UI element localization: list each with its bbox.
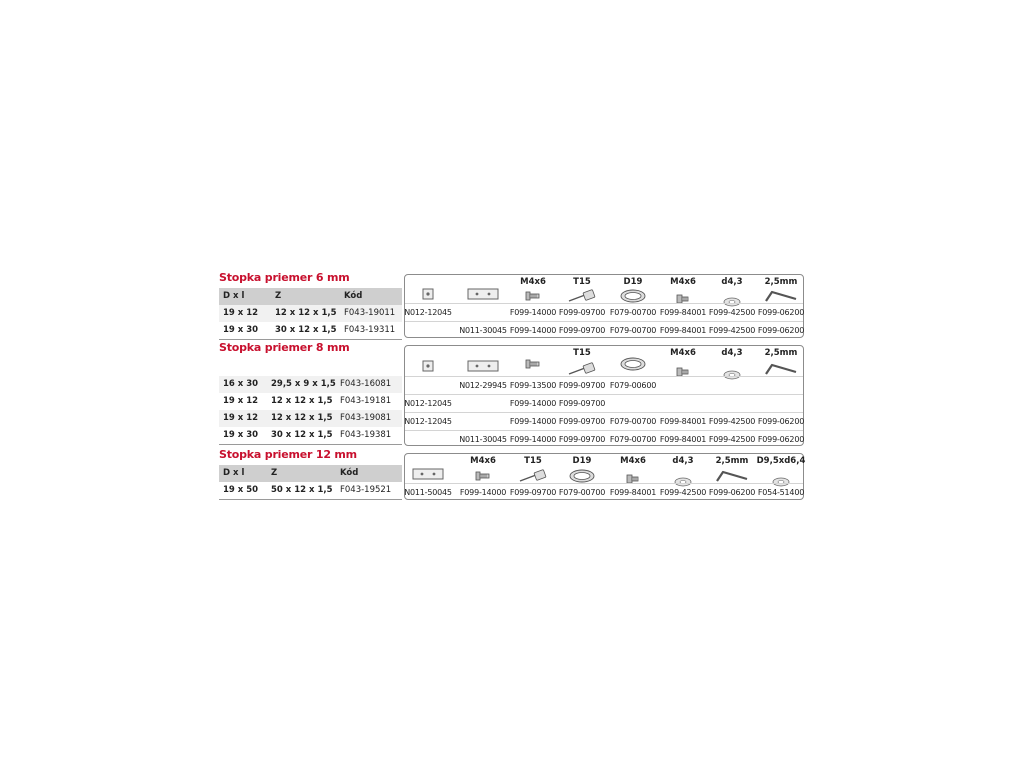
table-row [219, 376, 402, 393]
part-code: F099-09700 [509, 488, 557, 497]
spec-table [219, 358, 402, 445]
part-code: F099-06200 [757, 417, 805, 426]
bearing-ring-icon [620, 356, 646, 375]
table-row [405, 376, 803, 394]
header-z: Z [275, 291, 282, 301]
cell-code: F043-19081 [340, 413, 392, 423]
section-title: Stopka priemer 12 mm [219, 448, 357, 461]
part-code: F099-14000 [509, 308, 557, 317]
icon-label: d4,3 [721, 348, 743, 358]
parts-panel [404, 345, 804, 446]
part-code: F099-06200 [757, 435, 805, 444]
square-insert-icon [422, 285, 434, 304]
icon-label: 2,5mm [715, 456, 749, 466]
part-code: F079-00700 [609, 326, 657, 335]
table-row [405, 321, 803, 339]
rect-insert-icon [467, 357, 499, 376]
table-row [405, 394, 803, 412]
icon-label: M4x6 [670, 277, 696, 287]
icon-label: M4x6 [470, 456, 496, 466]
part-code: F099-06200 [757, 326, 805, 335]
spec-table-header [219, 288, 402, 305]
cell-dl: 16 x 30 [223, 379, 259, 389]
part-code: F079-00600 [609, 381, 657, 390]
part-code: F099-14000 [509, 326, 557, 335]
parts-rows [405, 303, 803, 339]
icon-label: D19 [572, 456, 592, 466]
icon-label: T15 [524, 456, 542, 466]
parts-panel [404, 274, 804, 338]
cell-code: F043-19521 [340, 485, 392, 495]
table-row [405, 303, 803, 321]
cell-z: 50 x 12 x 1,5 [271, 485, 333, 495]
part-code: F099-13500 [509, 381, 557, 390]
part-code: F099-84001 [659, 326, 707, 335]
part-code: F054-51400 [757, 488, 805, 497]
part-code: N012-12045 [404, 417, 452, 426]
spec-table-header [219, 465, 402, 482]
parts-panel [404, 453, 804, 500]
part-code: F099-09700 [558, 326, 606, 335]
header-code: Kód [344, 291, 363, 301]
icon-label: d4,3 [672, 456, 694, 466]
cell-code: F043-16081 [340, 379, 392, 389]
table-row [219, 482, 402, 500]
icon-label: T15 [573, 277, 591, 287]
header-z: Z [271, 468, 278, 478]
parts-rows [405, 483, 803, 501]
part-code: F079-00700 [558, 488, 606, 497]
table-row [219, 410, 402, 427]
part-code: F099-42500 [708, 326, 756, 335]
part-code: F099-14000 [459, 488, 507, 497]
icon-label: D19 [623, 277, 643, 287]
table-row [219, 393, 402, 410]
icon-row [405, 275, 803, 303]
cell-z: 30 x 12 x 1,5 [275, 325, 337, 335]
part-code: N011-30045 [459, 326, 507, 335]
icon-row [405, 346, 803, 376]
spec-table-header [219, 358, 402, 376]
part-code: F099-42500 [708, 308, 756, 317]
cell-code: F043-19181 [340, 396, 392, 406]
table-row [219, 427, 402, 445]
cell-code: F043-19011 [344, 308, 396, 318]
table-row [219, 305, 402, 322]
rect-insert-icon [467, 285, 499, 304]
part-code: F079-00700 [609, 308, 657, 317]
part-code: F099-84001 [659, 308, 707, 317]
cell-dl: 19 x 30 [223, 430, 259, 440]
part-code: N012-12045 [404, 399, 452, 408]
cell-z: 12 x 12 x 1,5 [275, 308, 337, 318]
header-code: Kód [340, 468, 359, 478]
icon-label: M4x6 [520, 277, 546, 287]
cell-dl: 19 x 30 [223, 325, 259, 335]
section-title: Stopka priemer 8 mm [219, 341, 350, 354]
icon-label: 2,5mm [764, 348, 798, 358]
table-row [405, 483, 803, 501]
icon-label: D9,5xd6,4 [756, 456, 806, 466]
part-code: F099-09700 [558, 399, 606, 408]
cell-dl: 19 x 12 [223, 413, 259, 423]
cell-z: 12 x 12 x 1,5 [271, 413, 333, 423]
part-code: F099-06200 [757, 308, 805, 317]
icon-label: M4x6 [620, 456, 646, 466]
cell-z: 29,5 x 9 x 1,5 [271, 379, 336, 389]
part-code: F099-14000 [509, 399, 557, 408]
icon-label: T15 [573, 348, 591, 358]
part-code: F099-84001 [659, 435, 707, 444]
part-code: F099-09700 [558, 435, 606, 444]
table-row [405, 412, 803, 430]
spec-table [219, 288, 402, 340]
part-code: F099-14000 [509, 417, 557, 426]
icon-label: 2,5mm [764, 277, 798, 287]
part-code: N012-12045 [404, 308, 452, 317]
screw-icon [525, 356, 541, 375]
cell-dl: 19 x 12 [223, 396, 259, 406]
icon-row [405, 454, 806, 483]
part-code: N012-29945 [459, 381, 507, 390]
cell-z: 30 x 12 x 1,5 [271, 430, 333, 440]
part-code: F099-06200 [708, 488, 756, 497]
rect-insert-icon [412, 465, 444, 484]
part-code: F099-42500 [708, 435, 756, 444]
cell-code: F043-19381 [340, 430, 392, 440]
part-code: F099-14000 [509, 435, 557, 444]
cell-dl: 19 x 12 [223, 308, 259, 318]
section-title: Stopka priemer 6 mm [219, 271, 350, 284]
parts-rows [405, 376, 803, 448]
header-dl: D x l [223, 468, 245, 478]
cell-code: F043-19311 [344, 325, 396, 335]
part-code: F099-42500 [708, 417, 756, 426]
part-code: F099-09700 [558, 417, 606, 426]
icon-label: d4,3 [721, 277, 743, 287]
square-insert-icon [422, 357, 434, 376]
part-code: N011-30045 [459, 435, 507, 444]
part-code: F099-09700 [558, 381, 606, 390]
header-dl: D x l [223, 291, 245, 301]
table-row [219, 322, 402, 340]
cell-dl: 19 x 50 [223, 485, 259, 495]
cell-z: 12 x 12 x 1,5 [271, 396, 333, 406]
part-code: F099-84001 [659, 417, 707, 426]
part-code: F099-84001 [609, 488, 657, 497]
part-code: F099-42500 [659, 488, 707, 497]
table-row [405, 430, 803, 448]
part-code: F099-09700 [558, 308, 606, 317]
icon-label: M4x6 [670, 348, 696, 358]
part-code: N011-50045 [404, 488, 452, 497]
spec-table [219, 465, 402, 500]
part-code: F079-00700 [609, 417, 657, 426]
part-code: F079-00700 [609, 435, 657, 444]
